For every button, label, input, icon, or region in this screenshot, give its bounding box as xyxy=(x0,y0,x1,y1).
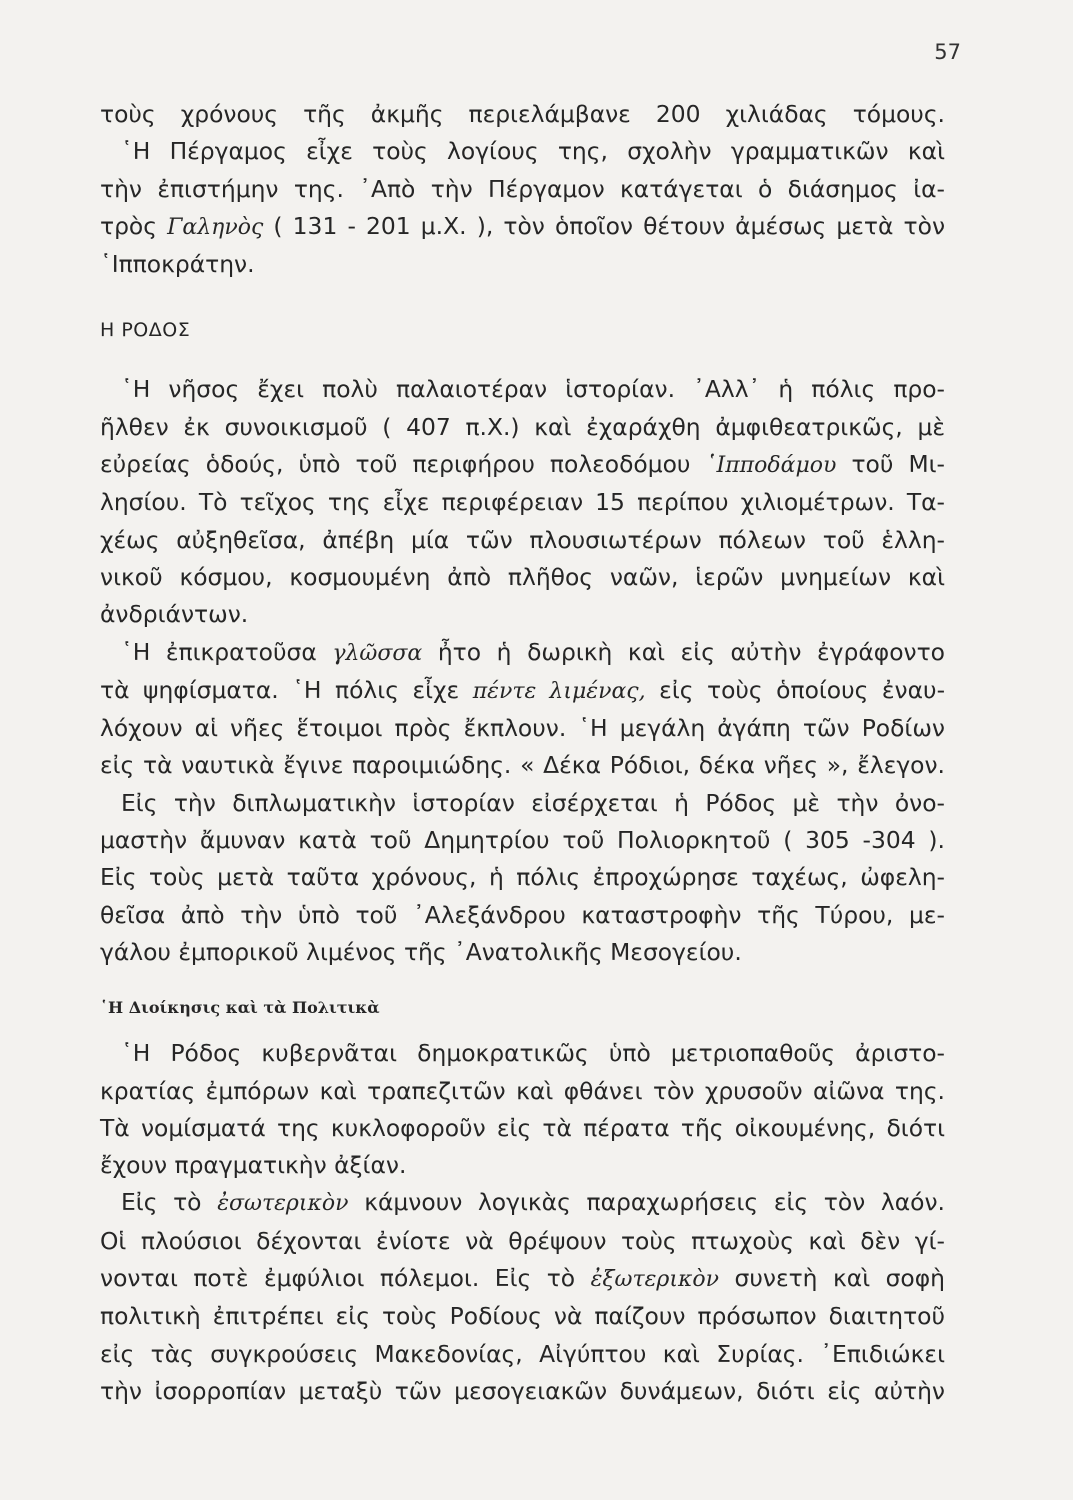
text-line xyxy=(100,1184,945,1222)
text-line: λησίου. Τὸ τεῖχος της εἶχε περιφέρειαν 15 περίπου χιλιομέτρων. Τα- xyxy=(100,488,945,517)
section-heading-administration: ῾Η Διοίκησις καὶ τὰ Πολιτικὰ xyxy=(100,998,380,1018)
text-line: εἰς τὰ ναυτικὰ ἔγινε παροιμιώδης. « Δέκα Ρόδιοι, δέκα νῆες », ἔλεγον. xyxy=(100,751,945,780)
text-span: εὐρείας ὁδούς, ὑπὸ τοῦ περιφήρου πολεοδόμου xyxy=(100,450,706,479)
text-line xyxy=(100,208,945,246)
text-line xyxy=(100,672,945,710)
text-line: θεῖσα ἀπὸ τὴν ὑπὸ τοῦ ᾿Αλεξάνδρου καταστροφὴν τῆς Τύρου, με- xyxy=(100,900,945,929)
text-line: μαστὴν ἄμυναν κατὰ τοῦ Δημητρίου τοῦ Πολιορκητοῦ ( 305 -304 ). xyxy=(100,826,945,855)
text-span: κάμνουν λογικὰς παραχωρήσεις εἰς τὸν λαόν. xyxy=(348,1188,945,1217)
text-line: ῾Η Πέργαμος εἶχε τοὺς λογίους της, σχολὴν γραμματικῶν καὶ xyxy=(121,137,945,166)
text-line: Εἰς τοὺς μετὰ ταῦτα χρόνους, ἡ πόλις ἐπροχώρησε ταχέως, ὠφελη- xyxy=(100,863,945,892)
text-line: ἔχουν πραγματικὴν ἀξίαν. xyxy=(100,1151,407,1180)
italic-term: ἐσωτερικὸν xyxy=(217,1191,349,1217)
italic-term: πέντε λιμένας, xyxy=(472,678,646,704)
text-line: χέως αὐξηθεῖσα, ἀπέβη μία τῶν πλουσιωτέρων πόλεων τοῦ ἑλλη- xyxy=(100,525,945,554)
text-line: πολιτικὴ ἐπιτρέπει εἰς τοὺς Ροδίους νὰ παίζουν πρόσωπον διαιτητοῦ xyxy=(100,1302,945,1331)
text-line xyxy=(100,446,945,484)
page-body xyxy=(100,96,945,1410)
text-line xyxy=(100,1260,945,1298)
page-number: 57 xyxy=(934,40,961,64)
name-galen: Γαληνὸς xyxy=(167,214,264,240)
text-line: Τὰ νομίσματά της κυκλοφοροῦν εἰς τὰ πέρατα τῆς οἰκουμένης, διότι xyxy=(100,1113,945,1142)
text-line: γάλου ἐμπορικοῦ λιμένος τῆς ᾿Ανατολικῆς Μεσογείου. xyxy=(100,937,742,966)
text-line: λόχουν αἱ νῆες ἕτοιμοι πρὸς ἔκπλουν. ῾Η μεγάλη ἀγάπη τῶν Ροδίων xyxy=(100,714,945,743)
text-span: εἰς τοὺς ὁποίους ἐναυ- xyxy=(645,675,946,704)
text-line: κρατίας ἐμπόρων καὶ τραπεζιτῶν καὶ φθάνει τὸν χρυσοῦν αἰῶνα της. xyxy=(100,1076,945,1105)
text-span: τὰ ψηφίσματα. ῾Η πόλις εἶχε xyxy=(100,675,473,704)
text-line: ῆλθεν ἐκ συνοικισμοῦ ( 407 π.Χ.) καὶ ἐχαράχθη ἀμφιθεατρικῶς, μὲ xyxy=(100,412,945,441)
text-span: Εἰς τὸ xyxy=(121,1188,218,1217)
text-span: τρὸς xyxy=(100,211,168,240)
text-line: τοὺς χρόνους τῆς ἀκμῆς περιελάμβανε 200 χιλιάδας τόμους. xyxy=(100,100,945,128)
name-hippodamus: ῾Ιπποδάμου xyxy=(705,453,837,479)
text-line: Εἰς τὴν διπλωματικὴν ἱστορίαν εἰσέρχεται ἡ Ρόδος μὲ τὴν ὀνο- xyxy=(121,788,945,817)
text-span: ἦτο ἡ δωρικὴ καὶ εἰς αὐτὴν ἐγράφοντο xyxy=(422,637,945,666)
text-line: τὴν ἰσορροπίαν μεταξὺ τῶν μεσογειακῶν δυνάμεων, διότι εἰς αὐτὴν xyxy=(100,1376,945,1405)
text-line xyxy=(100,634,945,672)
text-line: τὴν ἐπιστήμην της. ᾿Απὸ τὴν Πέργαμον κατάγεται ὁ διάσημος ἰα- xyxy=(100,174,945,203)
text-span: νονται ποτὲ ἐμφύλιοι πόλεμοι. Εἰς τὸ xyxy=(100,1264,591,1293)
text-line: εἰς τὰς συγκρούσεις Μακεδονίας, Αἰγύπτου καὶ Συρίας. ᾿Επιδιώκει xyxy=(100,1339,945,1368)
text-span: ῾Η ἐπικρατοῦσα xyxy=(121,637,333,666)
italic-term: γλῶσσα xyxy=(332,640,423,666)
text-line: ῾Ιπποκράτην. xyxy=(100,250,255,279)
text-line: νικοῦ κόσμου, κοσμουμένη ἀπὸ πλῆθος ναῶν, ἱερῶν μνημείων καὶ xyxy=(100,562,945,591)
section-heading-rhodes: Η ΡΟΔΟΣ xyxy=(100,319,191,342)
text-span: συνετὴ καὶ σοφὴ xyxy=(719,1264,945,1293)
text-line: ἀνδριάντων. xyxy=(100,600,249,629)
text-span: ( 131 - 201 μ.Χ. ), τὸν ὁποῖον θέτουν ἀμέσως μετὰ τὸν xyxy=(263,211,946,240)
text-line: ῾Η Ρόδος κυβερνᾶται δημοκρατικῶς ὑπὸ μετριοπαθοῦς ἀριστο- xyxy=(121,1039,945,1068)
text-line: ῾Η νῆσος ἔχει πολὺ παλαιοτέραν ἱστορίαν. ᾿Αλλ᾿ ἡ πόλις προ- xyxy=(121,375,945,404)
text-line: Οἱ πλούσιοι δέχονται ἐνίοτε νὰ θρέψουν τοὺς πτωχοὺς καὶ δὲν γί- xyxy=(100,1226,945,1255)
text-span: τοῦ Μι- xyxy=(836,450,945,479)
italic-term: ἐξωτερικὸν xyxy=(590,1267,720,1293)
